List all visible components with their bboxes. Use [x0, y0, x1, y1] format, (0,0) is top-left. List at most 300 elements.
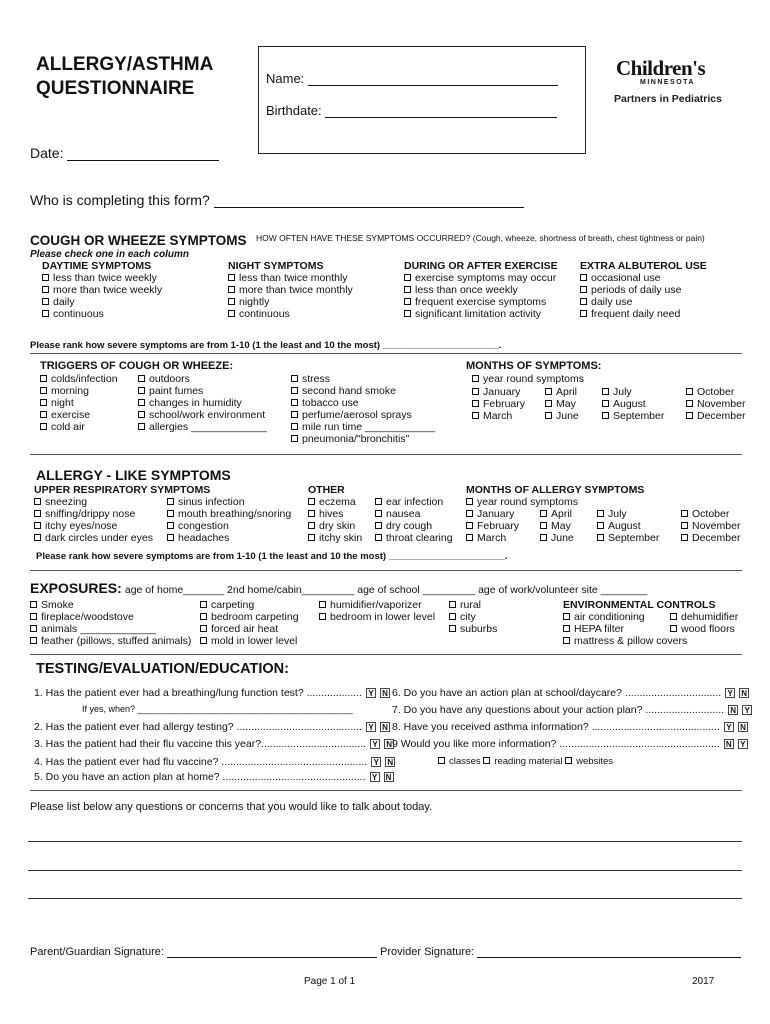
option-label: exercise	[51, 409, 91, 421]
option-label: more than twice weekly	[53, 284, 163, 296]
checkbox[interactable]	[670, 613, 677, 620]
question-8	[392, 721, 748, 733]
checkbox[interactable]	[291, 411, 298, 418]
checkbox[interactable]	[308, 498, 315, 505]
logo-state: MINNESOTA	[640, 79, 695, 86]
option-label: pneumonia/"bronchitis"	[302, 433, 410, 445]
question-9	[392, 738, 748, 750]
checkbox[interactable]	[438, 757, 445, 764]
env-controls-col2	[670, 611, 738, 635]
checkbox[interactable]	[681, 510, 688, 517]
option-label: sinus infection	[178, 496, 245, 508]
question-5	[34, 771, 394, 783]
checkbox[interactable]	[681, 534, 688, 541]
other-col1	[308, 484, 362, 544]
month-label: September	[613, 410, 665, 422]
checkbox[interactable]	[404, 310, 411, 317]
month-label: December	[692, 532, 741, 544]
allergy-months-col4	[681, 508, 740, 544]
checkbox[interactable]	[30, 601, 37, 608]
yes-box[interactable]: Y	[371, 757, 381, 767]
question-1	[34, 687, 390, 699]
option-label: dark circles under eyes	[45, 532, 153, 544]
option-label: dry cough	[386, 520, 433, 532]
exposures-col4	[449, 599, 497, 635]
checkbox[interactable]	[138, 387, 145, 394]
checkbox[interactable]	[40, 411, 47, 418]
no-box[interactable]: N	[724, 739, 734, 749]
month-label: July	[608, 508, 627, 520]
checkbox[interactable]	[602, 400, 609, 407]
checkbox[interactable]	[200, 601, 207, 608]
option-label: rural	[460, 599, 482, 611]
checkbox[interactable]	[580, 310, 587, 317]
option-label: sniffing/drippy nose	[45, 508, 136, 520]
question-7	[392, 704, 752, 716]
triggers-col3	[291, 373, 435, 445]
option-label: fireplace/woodstove	[41, 611, 134, 623]
checkbox[interactable]	[472, 412, 479, 419]
option-label: forced air heat	[211, 623, 279, 635]
no-box[interactable]: N	[380, 722, 390, 732]
checkbox[interactable]	[449, 613, 456, 620]
checkbox[interactable]	[319, 613, 326, 620]
months-col3	[602, 386, 664, 422]
who-completing-field[interactable]	[214, 193, 524, 208]
month-label: June	[556, 410, 579, 422]
exposures-col3	[319, 599, 435, 623]
month-label: April	[551, 508, 573, 520]
allergy-months-col1	[466, 508, 519, 544]
month-label: August	[608, 520, 641, 532]
checkbox[interactable]	[42, 286, 49, 293]
exercise-head: DURING OR AFTER EXERCISE	[404, 260, 558, 272]
checkbox[interactable]	[308, 534, 315, 541]
yes-box[interactable]: Y	[370, 772, 380, 782]
option-label: carpeting	[211, 599, 255, 611]
checkbox[interactable]	[602, 412, 609, 419]
checkbox[interactable]	[30, 625, 37, 632]
exposures-col1	[30, 599, 191, 647]
allergy-section-title: ALLERGY - LIKE SYMPTOMS	[36, 467, 231, 483]
checkbox[interactable]	[545, 400, 552, 407]
checkbox[interactable]	[42, 274, 49, 281]
checkbox[interactable]	[291, 435, 298, 442]
checkbox[interactable]	[563, 613, 570, 620]
option-label: periods of daily use	[591, 284, 682, 296]
checkbox[interactable]	[404, 298, 411, 305]
concerns-line-3[interactable]	[28, 898, 742, 899]
checkbox[interactable]	[483, 757, 490, 764]
parent-signature-field[interactable]	[167, 945, 377, 958]
month-label: September	[608, 532, 660, 544]
option-label: less than twice monthly	[239, 272, 348, 284]
option-label: bedroom carpeting	[211, 611, 299, 623]
month-label: January	[483, 386, 521, 398]
checkbox[interactable]	[34, 522, 41, 529]
option-label: significant limitation activity	[415, 308, 542, 320]
no-box[interactable]: N	[385, 757, 395, 767]
option-label: continuous	[239, 308, 290, 320]
option-label: mold in lower level	[211, 635, 298, 647]
yes-box[interactable]: Y	[366, 722, 376, 732]
checkbox[interactable]	[686, 388, 693, 395]
checkbox[interactable]	[565, 757, 572, 764]
checkbox[interactable]	[138, 423, 145, 430]
checkbox[interactable]	[580, 274, 587, 281]
checkbox[interactable]	[686, 412, 693, 419]
how-often-note: HOW OFTEN HAVE THESE SYMPTOMS OCCURRED? (Cough, wheeze, shortness of breath, chest tightness or pain)	[256, 233, 705, 243]
childrens-logo	[616, 56, 736, 105]
checkbox[interactable]	[466, 510, 473, 517]
checkbox[interactable]	[472, 400, 479, 407]
no-box[interactable]: N	[728, 705, 738, 715]
checkbox[interactable]	[308, 522, 315, 529]
option-label: more than twice monthly	[239, 284, 353, 296]
checkbox[interactable]	[308, 510, 315, 517]
env-controls-col1	[563, 611, 687, 647]
option-label: HEPA filter	[574, 623, 624, 635]
checkbox[interactable]	[42, 298, 49, 305]
option-label: throat clearing	[386, 532, 453, 544]
checkbox[interactable]	[40, 399, 47, 406]
month-label: October	[697, 386, 735, 398]
option-label: paint fumes	[149, 385, 204, 397]
option-label: hives	[319, 508, 344, 520]
page-number: Page 1 of 1	[304, 976, 356, 987]
checkbox[interactable]	[167, 522, 174, 529]
checkbox[interactable]	[540, 522, 547, 529]
question-text: 8. Have you received asthma information? ............................................	[392, 721, 720, 733]
month-label: July	[613, 386, 632, 398]
option-label: bedroom in lower level	[330, 611, 436, 623]
checkbox[interactable]	[540, 534, 547, 541]
upper-resp-col2	[167, 496, 291, 544]
checkbox[interactable]	[580, 286, 587, 293]
date-label: Date:	[30, 145, 64, 161]
question-text: 3. Has the patient had their flu vaccine this year?....................................	[34, 738, 367, 750]
option-label: Smoke	[41, 599, 74, 611]
option-label: continuous	[53, 308, 104, 320]
checkbox[interactable]	[540, 510, 547, 517]
option-label: less than twice weekly	[53, 272, 157, 284]
birthdate-label: Birthdate:	[266, 103, 322, 118]
checkbox[interactable]	[602, 388, 609, 395]
option-label: suburbs	[460, 623, 498, 635]
option-label: year round symptoms	[483, 373, 584, 385]
albuterol-column	[580, 260, 707, 320]
option-label: morning	[51, 385, 89, 397]
daytime-column	[42, 260, 162, 320]
option-label: dry skin	[319, 520, 356, 532]
who-completing-label: Who is completing this form?	[30, 192, 210, 208]
checkbox[interactable]	[404, 274, 411, 281]
checkbox[interactable]	[449, 625, 456, 632]
checkbox[interactable]	[580, 298, 587, 305]
checkbox[interactable]	[228, 310, 235, 317]
option-label: dehumidifier	[681, 611, 739, 623]
option-label: reading material	[494, 756, 563, 767]
checkbox[interactable]	[200, 613, 207, 620]
question-6	[392, 687, 749, 699]
months-title: MONTHS OF SYMPTOMS:	[466, 360, 602, 372]
checkbox[interactable]	[167, 510, 174, 517]
question-text: 5. Do you have an action plan at home? .................................................	[34, 771, 366, 783]
option-label: less than once weekly	[415, 284, 518, 296]
option-label: ear infection	[386, 496, 444, 508]
question-text: 6. Do you have an action plan at school/daycare? .................................	[392, 687, 722, 699]
month-label: August	[613, 398, 646, 410]
checkbox[interactable]	[200, 637, 207, 644]
question-text: 4. Has the patient ever had flu vaccine? ..................................................	[34, 756, 368, 768]
triggers-title: TRIGGERS OF COUGH OR WHEEZE:	[40, 360, 234, 372]
checkbox[interactable]	[545, 388, 552, 395]
option-label: websites	[576, 756, 614, 767]
month-label: June	[551, 532, 574, 544]
option-label: wood floors	[681, 623, 735, 635]
allergy-months-col3	[597, 508, 659, 544]
checkbox[interactable]	[34, 498, 41, 505]
exposures-title: EXPOSURES:	[30, 580, 122, 596]
checkbox[interactable]	[319, 601, 326, 608]
checkbox[interactable]	[466, 522, 473, 529]
option-label: classes	[449, 756, 481, 767]
cough-rank-prompt: Please rank how severe symptoms are from 1-10 (1 the least and 10 the most) ______________________.	[30, 340, 502, 351]
month-label: May	[556, 398, 576, 410]
checkbox[interactable]	[291, 387, 298, 394]
form-title-line2: QUESTIONNAIRE	[36, 78, 195, 99]
date-field[interactable]	[67, 146, 219, 161]
month-label: February	[483, 398, 526, 410]
month-label: November	[697, 398, 746, 410]
question-text: 7. Do you have any questions about your action plan? ...........................	[392, 704, 725, 716]
checkbox[interactable]	[40, 423, 47, 430]
divider	[30, 570, 742, 571]
checkbox[interactable]	[375, 498, 382, 505]
checkbox[interactable]	[681, 522, 688, 529]
checkbox[interactable]	[404, 286, 411, 293]
checkbox[interactable]	[449, 601, 456, 608]
checkbox[interactable]	[200, 625, 207, 632]
option-label: mattress & pillow covers	[574, 635, 688, 647]
night-column	[228, 260, 353, 320]
checkbox[interactable]	[291, 423, 298, 430]
if-yes-when: If yes, when? ___________________________________________	[82, 704, 353, 714]
yes-box[interactable]: Y	[370, 739, 380, 749]
checkbox[interactable]	[138, 375, 145, 382]
checkbox[interactable]	[563, 637, 570, 644]
daytime-head: DAYTIME SYMPTOMS	[42, 260, 152, 272]
other-head: OTHER	[308, 484, 345, 496]
option-label: itchy skin	[319, 532, 363, 544]
checkbox[interactable]	[375, 510, 382, 517]
months-col1	[472, 386, 525, 422]
checkbox[interactable]	[686, 400, 693, 407]
month-label: April	[556, 386, 578, 398]
name-field[interactable]	[308, 71, 558, 86]
question-text: 1. Has the patient ever had a breathing/lung function test? ...................	[34, 687, 363, 699]
month-label: December	[697, 410, 746, 422]
checkbox[interactable]	[40, 375, 47, 382]
months-col2	[545, 386, 579, 422]
option-label: perfume/aerosol sprays	[302, 409, 412, 421]
month-label: October	[692, 508, 730, 520]
yes-box[interactable]: Y	[724, 722, 734, 732]
checkbox[interactable]	[563, 625, 570, 632]
checkbox[interactable]	[30, 613, 37, 620]
provider-signature-field[interactable]	[477, 945, 741, 958]
option-label: mile run time ____________	[302, 421, 436, 433]
yes-box[interactable]: Y	[366, 688, 376, 698]
checkbox[interactable]	[42, 310, 49, 317]
option-label: eczema	[319, 496, 356, 508]
option-label: occasional use	[591, 272, 661, 284]
allergy-rank-prompt: Please rank how severe symptoms are from 1-10 (1 the least and 10 the most) ______________________.	[36, 551, 508, 562]
option-label: year round symptoms	[477, 496, 578, 508]
question-text: 9 Would you like more information? .......................................................	[392, 738, 720, 750]
yes-box[interactable]: Y	[738, 739, 748, 749]
option-label: school/work environment	[149, 409, 266, 421]
option-label: cold air	[51, 421, 85, 433]
checkbox[interactable]	[167, 498, 174, 505]
option-label: outdoors	[149, 373, 190, 385]
concerns-line-2[interactable]	[28, 870, 742, 871]
divider	[30, 790, 742, 791]
env-controls-head: ENVIRONMENTAL CONTROLS	[563, 599, 716, 611]
info-options	[438, 756, 613, 767]
option-label: nausea	[386, 508, 421, 520]
question-3	[34, 738, 394, 750]
logo-brand: Children's	[616, 56, 706, 80]
option-label: daily	[53, 296, 75, 308]
checkbox[interactable]	[291, 375, 298, 382]
checkbox[interactable]	[34, 510, 41, 517]
checkbox[interactable]	[138, 411, 145, 418]
allergy-months-head-block	[466, 484, 644, 508]
checkbox[interactable]	[375, 534, 382, 541]
option-label: mouth breathing/snoring	[178, 508, 292, 520]
option-label: allergies _____________	[149, 421, 267, 433]
checkbox[interactable]	[472, 388, 479, 395]
checkbox[interactable]	[40, 387, 47, 394]
option-label: second hand smoke	[302, 385, 396, 397]
question-4	[34, 756, 395, 768]
option-label: night	[51, 397, 74, 409]
option-label: headaches	[178, 532, 230, 544]
no-box[interactable]: N	[380, 688, 390, 698]
option-label: exercise symptoms may occur	[415, 272, 557, 284]
month-label: January	[477, 508, 515, 520]
checkbox[interactable]	[291, 399, 298, 406]
checkbox[interactable]	[30, 637, 37, 644]
option-label: colds/infection	[51, 373, 118, 385]
no-box[interactable]: N	[384, 739, 394, 749]
option-label: congestion	[178, 520, 229, 532]
allergy-months-head: MONTHS OF ALLERGY SYMPTOMS	[466, 484, 645, 496]
divider	[30, 654, 742, 655]
checkbox[interactable]	[466, 534, 473, 541]
option-label: nightly	[239, 296, 270, 308]
year-round-option	[472, 373, 584, 385]
testing-title: TESTING/EVALUATION/EDUCATION:	[36, 661, 289, 677]
checkbox[interactable]	[545, 412, 552, 419]
upper-resp-head: UPPER RESPIRATORY SYMPTOMS	[34, 484, 211, 496]
option-label: itchy eyes/nose	[45, 520, 118, 532]
yes-box[interactable]: Y	[742, 705, 752, 715]
option-label: daily use	[591, 296, 633, 308]
cough-section-title: COUGH OR WHEEZE SYMPTOMS	[30, 233, 247, 248]
question-2	[34, 721, 390, 733]
allergy-months-col2	[540, 508, 574, 544]
no-box[interactable]: N	[738, 722, 748, 732]
checkbox[interactable]	[670, 625, 677, 632]
provider-signature-label: Provider Signature:	[380, 946, 475, 958]
divider	[30, 454, 742, 455]
checkbox[interactable]	[597, 510, 604, 517]
month-label: March	[477, 532, 507, 544]
checkbox[interactable]	[375, 522, 382, 529]
triggers-col2	[138, 373, 267, 433]
checkbox[interactable]	[597, 522, 604, 529]
exercise-column	[404, 260, 558, 320]
concerns-line-1[interactable]	[28, 841, 742, 842]
checkbox[interactable]	[228, 298, 235, 305]
option-label: animals _____________	[41, 623, 157, 635]
checkbox[interactable]	[228, 286, 235, 293]
checkbox[interactable]	[34, 534, 41, 541]
form-title-line1: ALLERGY/ASTHMA	[36, 54, 214, 75]
option-label: frequent daily need	[591, 308, 681, 320]
form-year: 2017	[692, 976, 715, 987]
birthdate-field[interactable]	[325, 103, 557, 118]
patient-info-box	[258, 46, 586, 154]
checkbox[interactable]	[167, 534, 174, 541]
month-label: February	[477, 520, 520, 532]
checkbox[interactable]	[228, 274, 235, 281]
checkbox[interactable]	[597, 534, 604, 541]
option-label: city	[460, 611, 476, 623]
albuterol-head: EXTRA ALBUTEROL USE	[580, 260, 707, 272]
option-label: air conditioning	[574, 611, 645, 623]
checkbox[interactable]	[138, 399, 145, 406]
logo-tagline: Partners in Pediatrics	[614, 93, 722, 105]
checkbox[interactable]	[472, 375, 479, 382]
exposures-col2	[200, 599, 299, 647]
divider	[30, 353, 742, 354]
exposures-ages-line: age of home_______ 2nd home/cabin_________ age of school _________ age of work/volunteer site ________	[124, 584, 648, 596]
month-label: March	[483, 410, 513, 422]
name-label: Name:	[266, 71, 305, 86]
triggers-col1	[40, 373, 118, 433]
option-label: humidifier/vaporizer	[330, 599, 422, 611]
month-label: November	[692, 520, 741, 532]
other-col2	[375, 496, 453, 544]
option-label: frequent exercise symptoms	[415, 296, 547, 308]
yes-box[interactable]: Y	[725, 688, 735, 698]
option-label: sneezing	[45, 496, 88, 508]
checkbox[interactable]	[466, 498, 473, 505]
check-one-note: Please check one in each column	[30, 249, 189, 260]
option-label: changes in humidity	[149, 397, 242, 409]
option-label: stress	[302, 373, 331, 385]
concerns-prompt: Please list below any questions or concerns that you would like to talk about today.	[30, 801, 433, 813]
question-text: 2. Has the patient ever had allergy testing? ...........................................	[34, 721, 362, 733]
month-label: May	[551, 520, 571, 532]
night-head: NIGHT SYMPTOMS	[228, 260, 324, 272]
no-box[interactable]: N	[739, 688, 749, 698]
months-col4	[686, 386, 745, 422]
no-box[interactable]: N	[384, 772, 394, 782]
